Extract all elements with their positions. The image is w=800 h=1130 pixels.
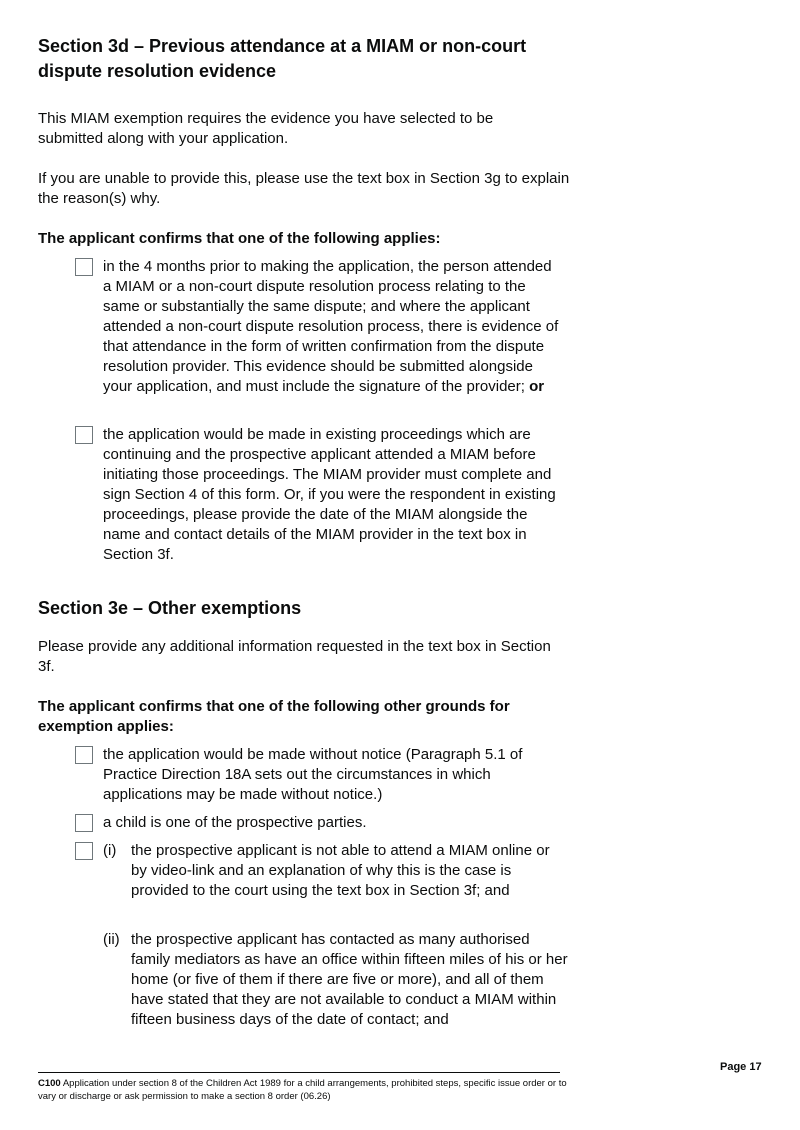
- section-3e-option-2-text: a child is one of the prospective parties.: [103, 814, 367, 831]
- section-3e-title: Section 3e – Other exemptions: [38, 598, 302, 618]
- footer-divider: [38, 1072, 560, 1073]
- footer-form-description: Application under section 8 of the Children Act 1989 for a child arrangements, prohibited steps, specific issue order or to vary or discharge or ask permission to make a section 8 order (06.26): [38, 1078, 567, 1102]
- section-3e-option-2-checkbox[interactable]: [75, 814, 93, 832]
- section-3d-option-2-text: the application would be made in existing proceedings which are continuing and the prospective applicant attended a MIAM before initiating those proceedings. The MIAM provider must complete and sign Section 4 of this form. Or, if you were the respondent in existing proceedings, please provide the date of the MIAM alongside the name and contact details of the MIAM provider in the text box in Section 3f.: [103, 426, 556, 563]
- sub-item-i-text: the prospective applicant is not able to attend a MIAM online or by video-link and an explanation of why this is the case is provided to the court using the text box in Section 3f; and: [131, 842, 550, 899]
- section-3e-confirm-heading: The applicant confirms that one of the following other grounds for exemption applies:: [38, 698, 510, 735]
- section-3d-option-2-checkbox[interactable]: [75, 426, 93, 444]
- section-3e-option-3-checkbox[interactable]: [75, 842, 93, 860]
- section-3d-option-1-text: [103, 257, 563, 397]
- section-3d-intro-2: If you are unable to provide this, please use the text box in Section 3g to explain the reason(s) why.: [38, 170, 570, 207]
- section-3e-option-1-checkbox[interactable]: [75, 746, 93, 764]
- sub-item-ii-number: (ii): [103, 931, 120, 948]
- section-3e-option-1-text: the application would be made without notice (Paragraph 5.1 of Practice Direction 18A sets out the circumstances in which applications may be made without notice.): [103, 746, 523, 803]
- section-3d-intro-1: This MIAM exemption requires the evidence you have selected to be submitted along with your application.: [38, 110, 494, 147]
- section-3d-confirm-heading: The applicant confirms that one of the following applies:: [38, 230, 441, 247]
- page-number: Page 17: [720, 1061, 762, 1073]
- sub-item-i-number: (i): [103, 842, 117, 859]
- section-3d-option-1-checkbox[interactable]: [75, 258, 93, 276]
- sub-item-ii-text: the prospective applicant has contacted as many authorised family mediators as have an office within fifteen miles of his or her home (or five of them if there are five or more), and all of them have stated that they are not available to conduct a MIAM within fifteen business days of the date of contact; and: [131, 931, 568, 1028]
- section-3d-title: Section 3d – Previous attendance at a MIAM or non-court dispute resolution evidence: [38, 36, 527, 81]
- footer-form-code: C100: [38, 1078, 61, 1089]
- option-1-or: or: [529, 378, 545, 395]
- section-3e-intro: Please provide any additional information requested in the text box in Section 3f.: [38, 638, 551, 675]
- footer-form-info: [38, 1077, 578, 1103]
- option-1-body: in the 4 months prior to making the application, the person attended a MIAM or a non-court dispute resolution process relating to the same or substantially the same dispute; and where the applicant attended a non-court dispute resolution process, there is evidence of that attendance in the form of written confirmation from the dispute resolution provider. This evidence should be submitted alongside your application, and must include the signature of the provider;: [103, 258, 559, 395]
